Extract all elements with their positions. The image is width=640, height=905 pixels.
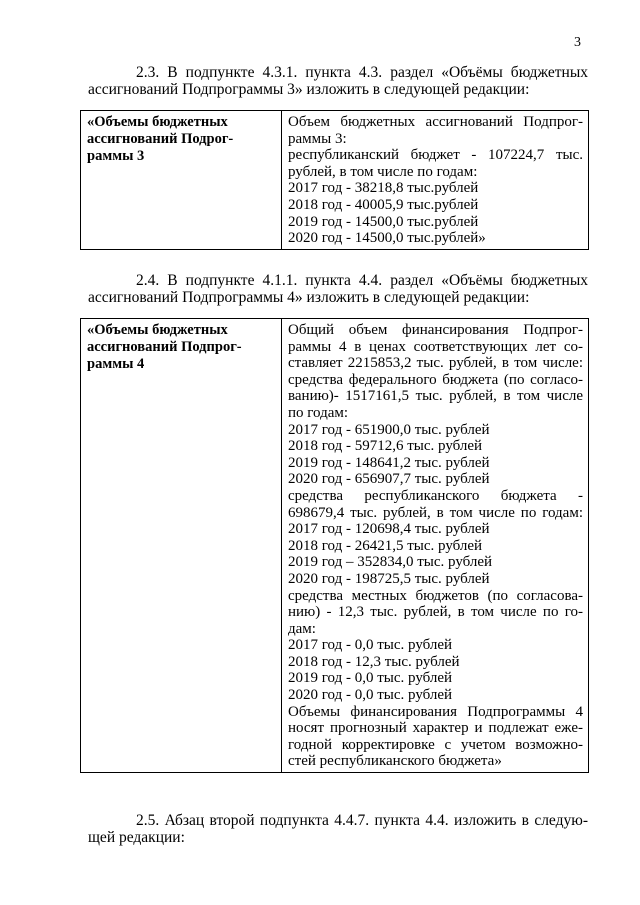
value-line: 2018 год - 59712,6 тыс. рублей [288,438,483,455]
label-line: раммы 3 [87,148,145,164]
value-line: 2018 год - 40005,9 тыс.рублей [288,196,479,213]
paragraph-line: ассигнований Подпрограммы 4» изложить в следующей редакции: [88,289,530,306]
value-line: 2018 год - 26421,5 тыс. рублей [288,537,483,554]
label-line: раммы 4 [87,356,145,372]
value-line: средства федерального бюджета (по согласо- [288,371,583,388]
table-value-cell [282,319,589,773]
value-line: 2019 год – 352834,0 тыс. рублей [288,554,493,571]
value-line: рублей, в том числе по годам: [288,163,478,180]
paragraph-2-3 [88,64,588,98]
paragraph-line: 2.5. Абзац второй подпункта 4.4.7. пункта 4.4. изложить в следую- [136,812,588,829]
value-line: 698679,4 тыс. рублей, в том числе по годам: [288,504,583,521]
label-line: «Объемы бюджетных [87,114,228,130]
page-number: 3 [574,35,581,50]
value-line: Общий объем финансирования Подпрог- [288,322,583,338]
table-value-cell [282,111,589,250]
value-line: 2017 год - 120698,4 тыс. рублей [288,521,490,538]
value-line: 2020 год - 0,0 тыс. рублей [288,687,453,704]
value-line: республиканский бюджет - 107224,7 тыс. [288,147,583,164]
paragraph-line: 2.3. В подпункте 4.3.1. пункта 4.3. раздел «Объёмы бюджетных [136,64,588,81]
table-row [81,111,589,250]
label-line: ассигнований Подпрог- [87,339,242,355]
paragraph-2-4 [88,272,588,306]
value-line: раммы 3: [288,130,347,147]
value-line: средства республиканского бюджета - [288,487,583,504]
value-line: 2017 год - 651900,0 тыс. рублей [288,421,490,438]
label-line: ассигнований Подрог- [87,131,234,147]
subprogram-4-budget-table [80,318,589,773]
value-line: годной корректировке с учетом возможно- [288,736,583,753]
table-row [81,319,589,773]
paragraph-line: ассигнований Подпрограммы 3» изложить в следующей редакции: [88,81,530,98]
value-line: 2020 год - 198725,5 тыс. рублей [288,570,490,587]
value-line: ставляет 2215853,2 тыс. рублей, в том числе: [288,355,583,372]
value-line: носят прогнозный характер и подлежат еже- [288,720,583,737]
value-line: 2018 год - 12,3 тыс. рублей [288,653,460,670]
paragraph-line: 2.4. В подпункте 4.1.1. пункта 4.4. раздел «Объёмы бюджетных [136,272,588,289]
label-line: «Объемы бюджетных [87,322,228,338]
value-line: 2019 год - 0,0 тыс. рублей [288,670,453,687]
value-line: раммы 4 в ценах соответствующих лет со- [288,338,583,355]
value-line: Объемы финансирования Подпрограммы 4 [288,703,583,720]
subprogram-3-budget-table [80,110,589,250]
value-line: по годам: [288,404,349,421]
table-label-cell [81,111,282,250]
table-label-cell [81,319,282,773]
value-line: Объем бюджетных ассигнований Подпрог- [288,114,583,130]
value-line: нию) - 12,3 тыс. рублей, в том числе по го- [288,604,583,621]
paragraph-2-5 [88,812,588,846]
value-line: 2019 год - 148641,2 тыс. рублей [288,454,490,471]
value-line: 2017 год - 38218,8 тыс.рублей [288,180,479,197]
value-line: 2020 год - 14500,0 тыс.рублей» [288,230,486,247]
value-line: 2019 год - 14500,0 тыс.рублей [288,213,479,230]
value-line: 2020 год - 656907,7 тыс. рублей [288,471,490,488]
value-line: дам: [288,620,316,637]
value-line: 2017 год - 0,0 тыс. рублей [288,637,453,654]
value-line: средства местных бюджетов (по согласова- [288,587,583,604]
value-line: ванию)- 1517161,5 тыс. рублей, в том числе [288,388,583,405]
paragraph-line: щей редакции: [88,829,185,846]
value-line: стей республиканского бюджета» [288,753,502,770]
